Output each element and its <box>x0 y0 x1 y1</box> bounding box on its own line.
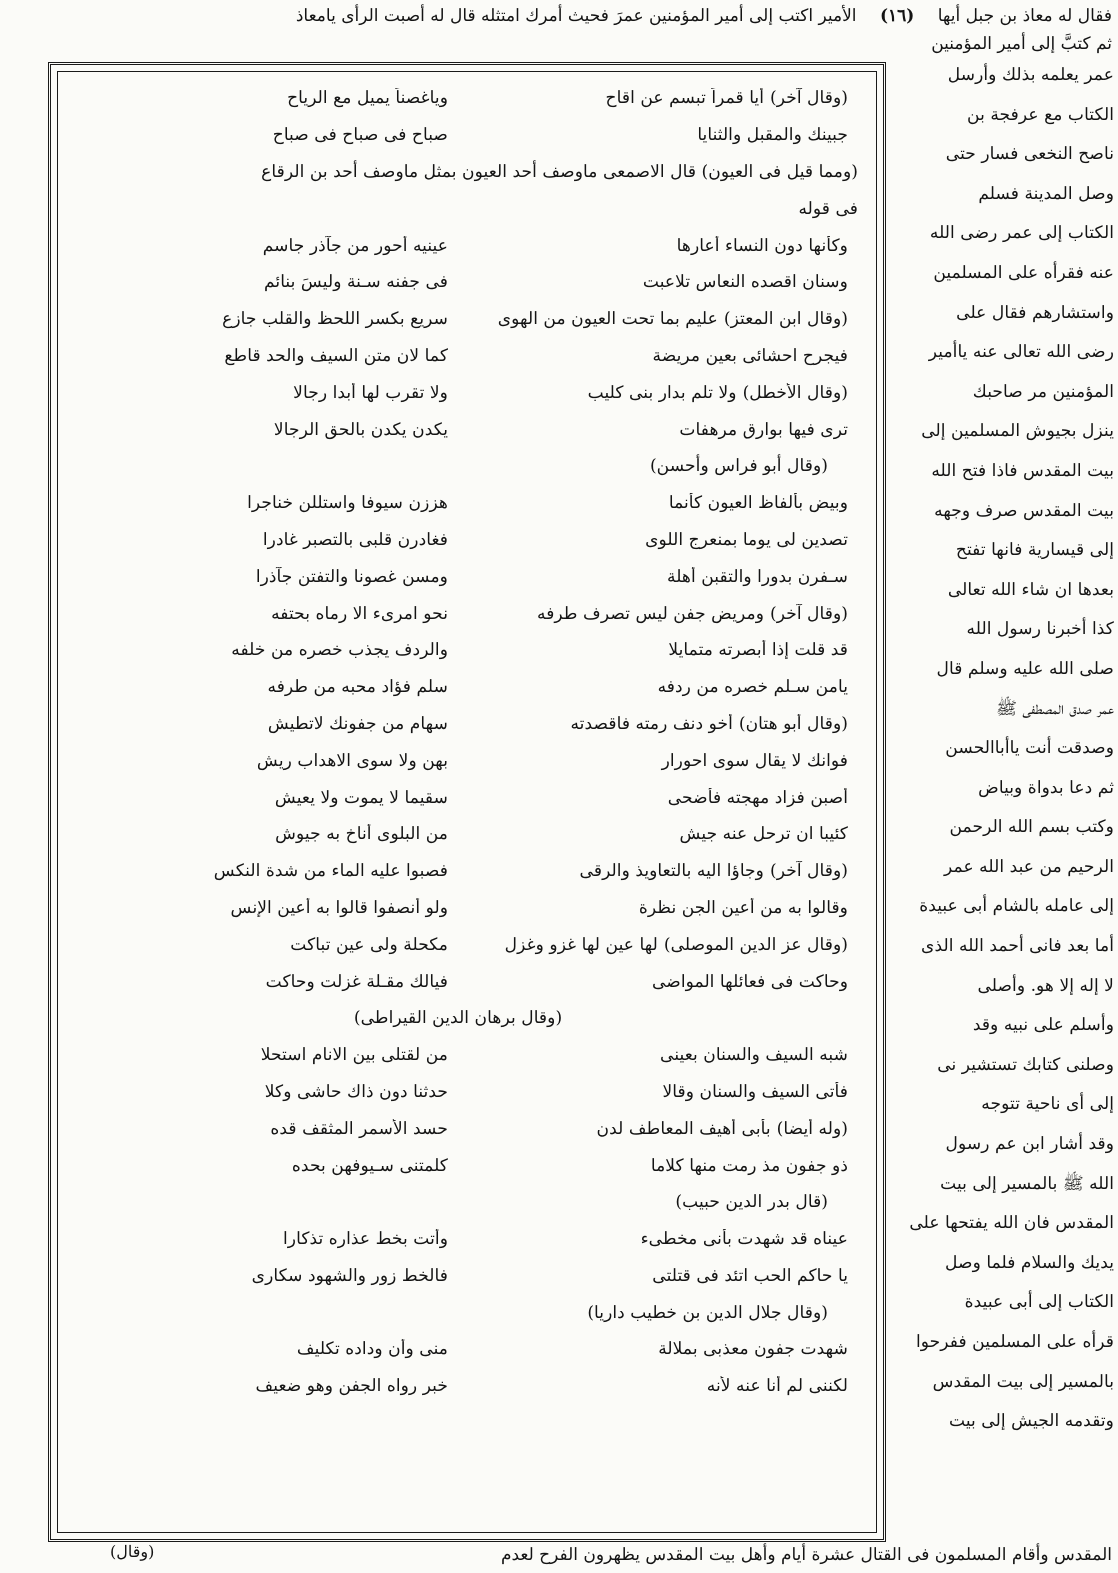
section-heading <box>58 1294 858 1331</box>
first-hemistich <box>458 604 858 624</box>
prose-line: (ومما قيل فى العيون) قال الاصمعى ماوصف أحد العيون بمثل ماوصف أحد بن الرقاع <box>261 161 858 182</box>
hemistich-text: لها عين لها غزو وغزل <box>504 934 658 955</box>
margin-line: بعدها ان شاء الله تعالى <box>947 579 1114 600</box>
first-hemistich <box>458 530 858 550</box>
verse-line <box>58 374 858 411</box>
hemistich-text: كئيبا ان ترحل عنه جيش <box>679 824 848 845</box>
margin-line: عنه فقرأه على المسلمين <box>933 262 1114 283</box>
second-hemistich: نحو امرىء الا رماه بحتفه <box>271 603 448 624</box>
poet-attribution: (وقال ابن المعتز) <box>723 309 848 330</box>
verse-line <box>58 669 858 706</box>
verse-line <box>58 264 858 301</box>
margin-line: عمر يعلمه بذلك وأرسل <box>947 65 1114 85</box>
hemistich-text: وبيض بألفاظ العيون كأنما <box>668 493 848 514</box>
first-hemistich <box>458 420 858 440</box>
second-hemistich: من لقتلى بين الانام استحلا <box>260 1045 448 1066</box>
margin-line: ثم دعا بدواة وبياض <box>978 777 1114 798</box>
margin-line: إلى أى ناحية تتوجه <box>981 1094 1114 1115</box>
second-hemistich: ومسن غصونا والتفتن جآذرا <box>255 566 448 587</box>
hemistich-text: تصدين لى يوما بمنعرج اللوى <box>645 529 848 550</box>
margin-line: المقدس فان الله يفتحها على <box>909 1213 1114 1234</box>
second-hemistich: فى جفنه سـنة وليسَ بنائم <box>263 272 448 293</box>
margin-line: وأسلم على نبيه وقد <box>972 1015 1114 1036</box>
second-hemistich: فيالك مقـلة غزلت وحاكت <box>265 971 448 992</box>
margin-line: لا إله إلا هو. وأصلى <box>977 975 1114 996</box>
poet-attribution: (وقال آخر) <box>770 861 848 882</box>
verse-line <box>58 595 858 632</box>
second-hemistich: فصبوا عليه الماء من شدة النكس <box>213 861 448 882</box>
page-header <box>30 2 1112 58</box>
margin-line: رضى الله تعالى عنه ياأمير <box>928 342 1114 363</box>
margin-line: وصدقت أنت ياأباالحسن <box>945 738 1114 759</box>
verse-line <box>58 1110 858 1147</box>
verse-line <box>58 1258 858 1295</box>
first-hemistich <box>458 1229 858 1249</box>
poet-attribution: (وله أيضا) <box>776 1118 848 1139</box>
first-hemistich <box>458 1376 858 1396</box>
hemistich-text: وحاكت فى فعائلها المواضى <box>651 971 848 992</box>
first-hemistich <box>458 272 858 292</box>
hemistich-text: يامن سـلم خصره من ردفه <box>657 677 848 698</box>
hemistich-text: وقالوا به من أعين الجن نظرة <box>638 897 848 918</box>
hemistich-text: ولا تلم بدار بنى كليب <box>587 382 737 403</box>
margin-line: الرحيم من عبد الله عمر <box>944 856 1114 877</box>
poetry-body <box>58 80 858 1520</box>
verse-line <box>58 301 858 338</box>
verse-line <box>58 1037 858 1074</box>
second-hemistich: من البلوى أناخ به جيوش <box>275 824 448 845</box>
second-hemistich: منى وأن وداده تكليف <box>296 1339 448 1360</box>
margin-line: الكتاب إلى أبى عبيدة <box>964 1292 1114 1313</box>
margin-line: إلى عامله بالشام أبى عبيدة <box>919 896 1114 917</box>
first-hemistich <box>458 1119 858 1139</box>
hemistich-text: بأبى أهيف المعاطف لدن <box>596 1118 771 1139</box>
hemistich-text: ومريض جفن ليس تصرف طرفه <box>536 603 764 624</box>
hemistich-text: قد قلت إذا أبصرته متمايلا <box>668 640 848 661</box>
heading-text: (وقال برهان الدين القيراطى) <box>353 1008 563 1029</box>
margin-line: بيت المقدس صرف وجهه <box>934 500 1114 521</box>
second-hemistich: كلمتنى سـيوفهن بحده <box>291 1155 448 1176</box>
verse-line <box>58 338 858 375</box>
margin-line: إلى قيسارية فانها تفتح <box>955 540 1114 561</box>
section-heading <box>58 1184 858 1221</box>
margin-line: ناصح النخعى فسار حتى <box>945 144 1114 165</box>
second-hemistich: فالخط زور والشهود سكارى <box>251 1265 448 1286</box>
first-hemistich <box>458 567 858 587</box>
second-hemistich: حسد الأسمر المثقف قده <box>270 1118 448 1139</box>
first-hemistich <box>458 1082 858 1102</box>
verse-line <box>58 706 858 743</box>
second-hemistich: عينيه أحور من جآذر جاسم <box>262 235 448 256</box>
verse-line <box>58 411 858 448</box>
hemistich-text: شهدت جفون معذبى بملالة <box>658 1339 848 1360</box>
second-hemistich: فغادرن قلبى بالتصبر غادرا <box>262 529 448 550</box>
margin-line: كذا أخبرنا رسول الله <box>966 619 1114 640</box>
first-hemistich <box>458 1045 858 1065</box>
first-hemistich <box>458 88 858 108</box>
margin-line: الله ﷺ بالمسير إلى بيت <box>940 1173 1114 1194</box>
second-hemistich: صباح فى صباح فى صباح <box>272 125 448 146</box>
verse-line <box>58 485 858 522</box>
margin-line: بيت المقدس فاذا فتح الله <box>931 460 1114 481</box>
margin-line: يديك والسلام فلما وصل <box>945 1252 1114 1273</box>
first-hemistich <box>458 751 858 771</box>
page-number: (١٦) <box>879 6 915 26</box>
first-hemistich <box>458 1156 858 1176</box>
verse-line <box>58 963 858 1000</box>
second-hemistich: ولا تقرب لها أبدا رجالا <box>293 382 448 403</box>
second-hemistich: وياغصناً يميل مع الرياح <box>287 88 448 109</box>
verse-line <box>58 1368 858 1405</box>
section-heading <box>58 1000 858 1037</box>
verse-line <box>58 117 858 154</box>
first-hemistich <box>458 309 858 329</box>
second-hemistich: مكحلة ولى عين تباكت <box>290 934 448 955</box>
margin-line: وصل المدينة فسلم <box>978 183 1114 204</box>
margin-line: وتقدمه الجيش إلى بيت <box>948 1411 1114 1432</box>
verse-line <box>58 779 858 816</box>
poet-attribution: (وقال أبو هتان) <box>738 713 848 734</box>
verse-line <box>58 632 858 669</box>
second-hemistich: ولو أنصفوا قالوا به أعين الإنس <box>230 897 448 918</box>
hemistich-text: أصبن فزاد مهجته فأضحى <box>667 787 848 808</box>
heading-text: (قال بدر الدين حبيب) <box>675 1192 828 1213</box>
hemistich-text: يا حاكم الحب اتئد فى قتلتى <box>652 1265 848 1286</box>
margin-line: وكتب بسم الله الرحمن <box>949 817 1114 838</box>
hemistich-text: ترى فيها بوارق مرهفات <box>679 419 848 440</box>
first-hemistich <box>458 935 858 955</box>
first-hemistich <box>458 236 858 256</box>
margin-line: ينزل بجيوش المسلمين إلى <box>921 421 1114 442</box>
prose-line: فى قوله <box>798 198 858 219</box>
first-hemistich <box>458 383 858 403</box>
verse-line <box>58 522 858 559</box>
margin-line: المؤمنين مر صاحبك <box>972 381 1114 402</box>
first-hemistich <box>458 861 858 881</box>
second-hemistich: سقيما لا يموت ولا يعيش <box>274 787 448 808</box>
margin-line: وصلنى كتابك تستشير نى <box>937 1054 1114 1075</box>
margin-line: أما بعد فانى أحمد الله الذى <box>921 936 1114 957</box>
second-hemistich: سريع بكسر اللحظ والقلب جازع <box>222 309 448 330</box>
hemistich-text: شبه السيف والسنان بعينى <box>660 1045 848 1066</box>
verse-line <box>58 558 858 595</box>
first-hemistich <box>458 640 858 660</box>
first-hemistich <box>458 898 858 918</box>
margin-line: بالمسير إلى بيت المقدس <box>932 1371 1114 1392</box>
hemistich-text: وجاؤا اليه بالتعاويذ والرقى <box>579 861 764 882</box>
verse-line <box>58 1331 858 1368</box>
first-hemistich <box>458 493 858 513</box>
second-hemistich: سهام من جفونك لاتطيش <box>267 713 448 734</box>
second-hemistich: بهن ولا سوى الاهداب ريش <box>256 750 448 771</box>
hemistich-text: فوانك لا يقال سوى احورار <box>661 750 848 771</box>
verse-line <box>58 1147 858 1184</box>
first-hemistich <box>458 346 858 366</box>
verse-line <box>58 227 858 264</box>
hemistich-text: أيا قمراً تبسم عن اقاح <box>605 88 764 109</box>
second-hemistich: والردف يجذب خصره من خلفه <box>231 640 448 661</box>
verse-line <box>58 853 858 890</box>
hemistich-text: فأتى السيف والسنان وقالا <box>662 1081 848 1102</box>
first-hemistich <box>458 677 858 697</box>
heading-text: (وقال جلال الدين بن خطيب داريا) <box>587 1302 828 1323</box>
margin-line: وقد أشار ابن عم رسول <box>945 1134 1114 1155</box>
catchword: (وقال) <box>110 1542 155 1561</box>
verse-line <box>58 890 858 927</box>
second-hemistich: يكدن يكدن بالحق الرجالا <box>273 419 448 440</box>
first-hemistich <box>458 714 858 734</box>
header-right-text: فقال له معاذ بن جبل أيها <box>937 6 1112 26</box>
header-line <box>30 2 1112 30</box>
second-hemistich: سلم فؤاد محبه من طرفه <box>267 677 448 698</box>
second-hemistich: خبر رواه الجفن وهو ضعيف <box>255 1376 448 1397</box>
margin-column <box>882 56 1114 1526</box>
section-heading <box>58 448 858 485</box>
hemistich-text: سـفرن بدورا والتقبن أهلة <box>666 566 848 587</box>
first-hemistich <box>458 125 858 145</box>
second-hemistich: هززن سيوفا واستللن خناجرا <box>247 493 448 514</box>
margin-line: عمر صدق المصطفى ﷺ <box>996 698 1114 719</box>
margin-line: الكتاب إلى عمر رضى الله <box>929 223 1114 244</box>
poet-attribution: (وقال الأخطل) <box>742 382 848 403</box>
hemistich-text: أخو دنف رمته فاقصدته <box>570 713 733 734</box>
hemistich-text: جبينك والمقبل والثنايا <box>697 125 848 146</box>
first-hemistich <box>458 788 858 808</box>
poet-attribution: (وقال آخر) <box>770 603 848 624</box>
header-line-2: ثم كتبَّ إلى أمير المؤمنين <box>931 34 1112 54</box>
poet-attribution: (وقال عز الدين الموصلى) <box>663 934 848 955</box>
margin-line: صلى الله عليه وسلم قال <box>936 658 1114 679</box>
first-hemistich <box>458 824 858 844</box>
hemistich-text: عيناه قد شهدت بأنى مخطىء <box>640 1229 848 1250</box>
hemistich-text: لكننى لم أنا عنه لأنه <box>706 1376 848 1397</box>
margin-line: قرأه على المسلمين ففرحوا <box>916 1332 1114 1352</box>
hemistich-text: فيجرح احشائى بعين مريضة <box>652 345 848 366</box>
poet-attribution: (وقال آخر) <box>770 88 848 109</box>
verse-line <box>58 926 858 963</box>
second-hemistich: كما لان متن السيف والحد قاطع <box>224 345 448 366</box>
header-left-text: الأمير اكتب إلى أمير المؤمنين عمرَ فحيث أمرك امتثله قال له أصبت الرأى يامعاذ <box>295 6 857 26</box>
margin-line: الكتاب مع عرفجة بن <box>967 104 1114 125</box>
verse-line <box>58 742 858 779</box>
second-hemistich: حدثنا دون ذاك حاشى وكلا <box>264 1081 448 1102</box>
hemistich-text: وكأنها دون النساء أعارها <box>676 235 848 256</box>
hemistich-text: وسنان اقصده النعاس تلاعبت <box>642 272 848 293</box>
hemistich-text: ذو جفون مذ رمت منها كلاما <box>650 1155 848 1176</box>
verse-line <box>58 80 858 117</box>
first-hemistich <box>458 1339 858 1359</box>
hemistich-text: عليم بما تحت العيون من الهوى <box>497 309 718 330</box>
footer-line: المقدس وأقام المسلمون فى القتال عشرة أيام وأهل بيت المقدس يظهرون الفرح لعدم <box>500 1545 1112 1565</box>
first-hemistich <box>458 972 858 992</box>
verse-line <box>58 1074 858 1111</box>
heading-text: (وقال أبو فراس وأحسن) <box>649 456 828 477</box>
margin-line: واستشارهم فقال على <box>956 302 1114 323</box>
second-hemistich: وأتت بخط عذاره تذكارا <box>283 1229 448 1250</box>
verse-line <box>58 1221 858 1258</box>
verse-line <box>58 816 858 853</box>
first-hemistich <box>458 1266 858 1286</box>
